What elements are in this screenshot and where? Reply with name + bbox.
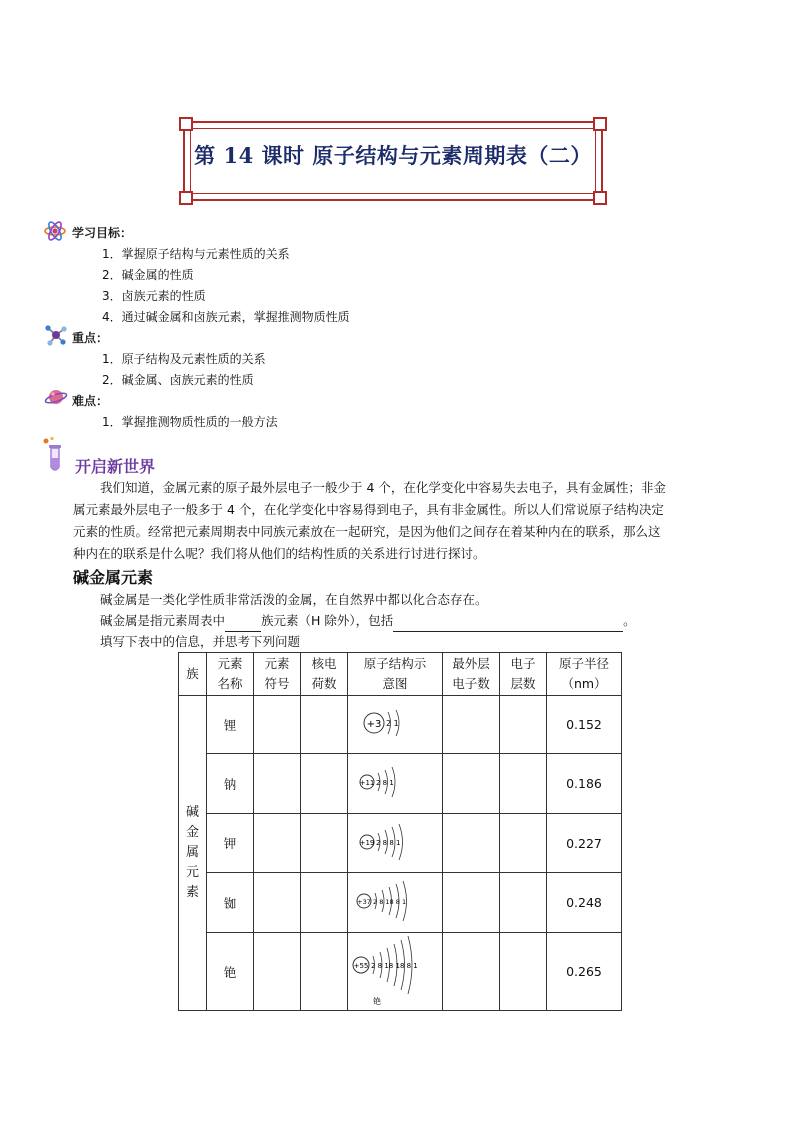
difficulties-label: 难点： <box>72 394 109 408</box>
atom-diagram-rb <box>353 877 437 925</box>
header-cell: 元素 名称 <box>207 653 254 696</box>
paragraph-line: 属元素最外层电子一般多于 4 个，在化学变化中容易得到电子，具有非金属性。所以人们常说原子结构决定 <box>73 502 664 517</box>
symbol-cell[interactable] <box>254 814 301 873</box>
key-point-item: 2．碱金属、卤族元素的性质 <box>102 373 254 387</box>
shell-count-cell[interactable] <box>500 933 547 1011</box>
table-row <box>179 754 622 814</box>
atom-diagram-k <box>355 820 435 864</box>
table-header-row <box>179 653 622 696</box>
objective-item: 1．掌握原子结构与元素性质的关系 <box>102 247 290 261</box>
element-name: 铯 <box>207 933 254 1011</box>
svg-text:+11: +11 <box>359 779 375 787</box>
alkali-intro: 碱金属是一类化学性质非常活泼的金属，在自然界中都以化合态存在。 <box>100 592 488 607</box>
svg-text:2 8 1: 2 8 1 <box>376 779 394 787</box>
svg-text:+55: +55 <box>353 962 369 970</box>
objective-item: 2．碱金属的性质 <box>102 268 194 282</box>
table-row <box>179 814 622 873</box>
objective-item: 4．通过碱金属和卤族元素，掌握推测物质性质 <box>102 310 350 324</box>
header-cell: 最外层 电子数 <box>443 653 500 696</box>
charge-cell[interactable] <box>301 814 348 873</box>
diagram-cell <box>348 933 443 1011</box>
atom-diagram-li <box>355 703 435 743</box>
element-name: 钠 <box>207 754 254 814</box>
shell-count-cell[interactable] <box>500 754 547 814</box>
radius-cell: 0.186 <box>547 754 622 814</box>
diagram-cell <box>348 754 443 814</box>
charge-cell[interactable] <box>301 873 348 933</box>
objective-item: 3．卤族元素的性质 <box>102 289 206 303</box>
outer-electrons-cell[interactable] <box>443 933 500 1011</box>
charge-cell[interactable] <box>301 696 348 754</box>
element-name: 铷 <box>207 873 254 933</box>
table-row <box>179 873 622 933</box>
svg-text:铯: 铯 <box>373 997 381 1006</box>
group-cell: 碱 金 属 元 素 <box>179 696 207 1011</box>
atom-diagram-cs <box>350 933 440 1007</box>
element-name: 锂 <box>207 696 254 754</box>
charge-cell[interactable] <box>301 754 348 814</box>
radius-cell: 0.248 <box>547 873 622 933</box>
outer-electrons-cell[interactable] <box>443 754 500 814</box>
key-point-item: 1．原子结构及元素性质的关系 <box>102 352 266 366</box>
svg-text:+37: +37 <box>357 898 371 906</box>
radius-cell: 0.227 <box>547 814 622 873</box>
svg-text:2 8 18 8 1: 2 8 18 8 1 <box>373 898 407 906</box>
svg-text:+3: +3 <box>366 719 382 730</box>
outer-electrons-cell[interactable] <box>443 814 500 873</box>
charge-cell[interactable] <box>301 933 348 1011</box>
outer-electrons-cell[interactable] <box>443 873 500 933</box>
outer-electrons-cell[interactable] <box>443 696 500 754</box>
molecule-icon <box>44 324 68 346</box>
objectives-label: 学习目标： <box>72 226 133 240</box>
new-world-heading: 开启新世界 <box>75 457 156 476</box>
diagram-cell <box>348 814 443 873</box>
symbol-cell[interactable] <box>254 696 301 754</box>
group-blank[interactable] <box>225 617 261 632</box>
alkali-table <box>178 652 622 1011</box>
shell-count-cell[interactable] <box>500 814 547 873</box>
paragraph-line: 我们知道，金属元素的原子最外层电子一般少于 4 个，在化学变化中容易失去电子，具有金属性；非金 <box>100 480 666 495</box>
symbol-cell[interactable] <box>254 754 301 814</box>
header-cell: 原子结构示 意图 <box>348 653 443 696</box>
shell-count-cell[interactable] <box>500 873 547 933</box>
element-name: 钾 <box>207 814 254 873</box>
svg-text:2 8 18 18 8 1: 2 8 18 18 8 1 <box>371 962 418 970</box>
radius-cell: 0.152 <box>547 696 622 754</box>
svg-text:2 8 8 1: 2 8 8 1 <box>376 838 401 847</box>
alkali-fill-line: 碱金属是指元素周表中 族元素（H 除外），包括 。 <box>100 610 636 632</box>
table-row <box>179 933 622 1011</box>
atom-diagram-na <box>355 762 435 802</box>
radius-cell: 0.265 <box>547 933 622 1011</box>
table-row <box>179 696 622 754</box>
svg-text:2 1: 2 1 <box>386 719 399 728</box>
table-instruction: 填写下表中的信息，并思考下列问题 <box>100 634 301 649</box>
elements-blank[interactable] <box>393 617 623 632</box>
test-tube-icon <box>40 436 70 476</box>
paragraph-line: 种内在的联系是什么呢？我们将从他们的结构性质的关系进行讨进行探讨。 <box>73 546 486 561</box>
header-cell: 原子半径 （nm） <box>547 653 622 696</box>
alkali-heading: 碱金属元素 <box>73 568 154 587</box>
symbol-cell[interactable] <box>254 933 301 1011</box>
diagram-cell <box>348 696 443 754</box>
atom-icon <box>44 220 66 242</box>
page-title: 第 14 课时 原子结构与元素周期表（二） <box>194 143 592 168</box>
header-cell: 核电 荷数 <box>301 653 348 696</box>
paragraph-line: 元素的性质。经常把元素周期表中同族元素放在一起研究，是因为他们之间存在着某种内在的联系，那么这 <box>73 524 661 539</box>
symbol-cell[interactable] <box>254 873 301 933</box>
diagram-cell <box>348 873 443 933</box>
difficulty-item: 1．掌握推测物质性质的一般方法 <box>102 415 278 429</box>
header-cell: 元素 符号 <box>254 653 301 696</box>
key-points-label: 重点： <box>72 331 109 345</box>
svg-text:+19: +19 <box>359 838 375 847</box>
shell-count-cell[interactable] <box>500 696 547 754</box>
header-cell: 族 <box>179 653 207 696</box>
header-cell: 电子 层数 <box>500 653 547 696</box>
planet-icon <box>44 386 68 408</box>
